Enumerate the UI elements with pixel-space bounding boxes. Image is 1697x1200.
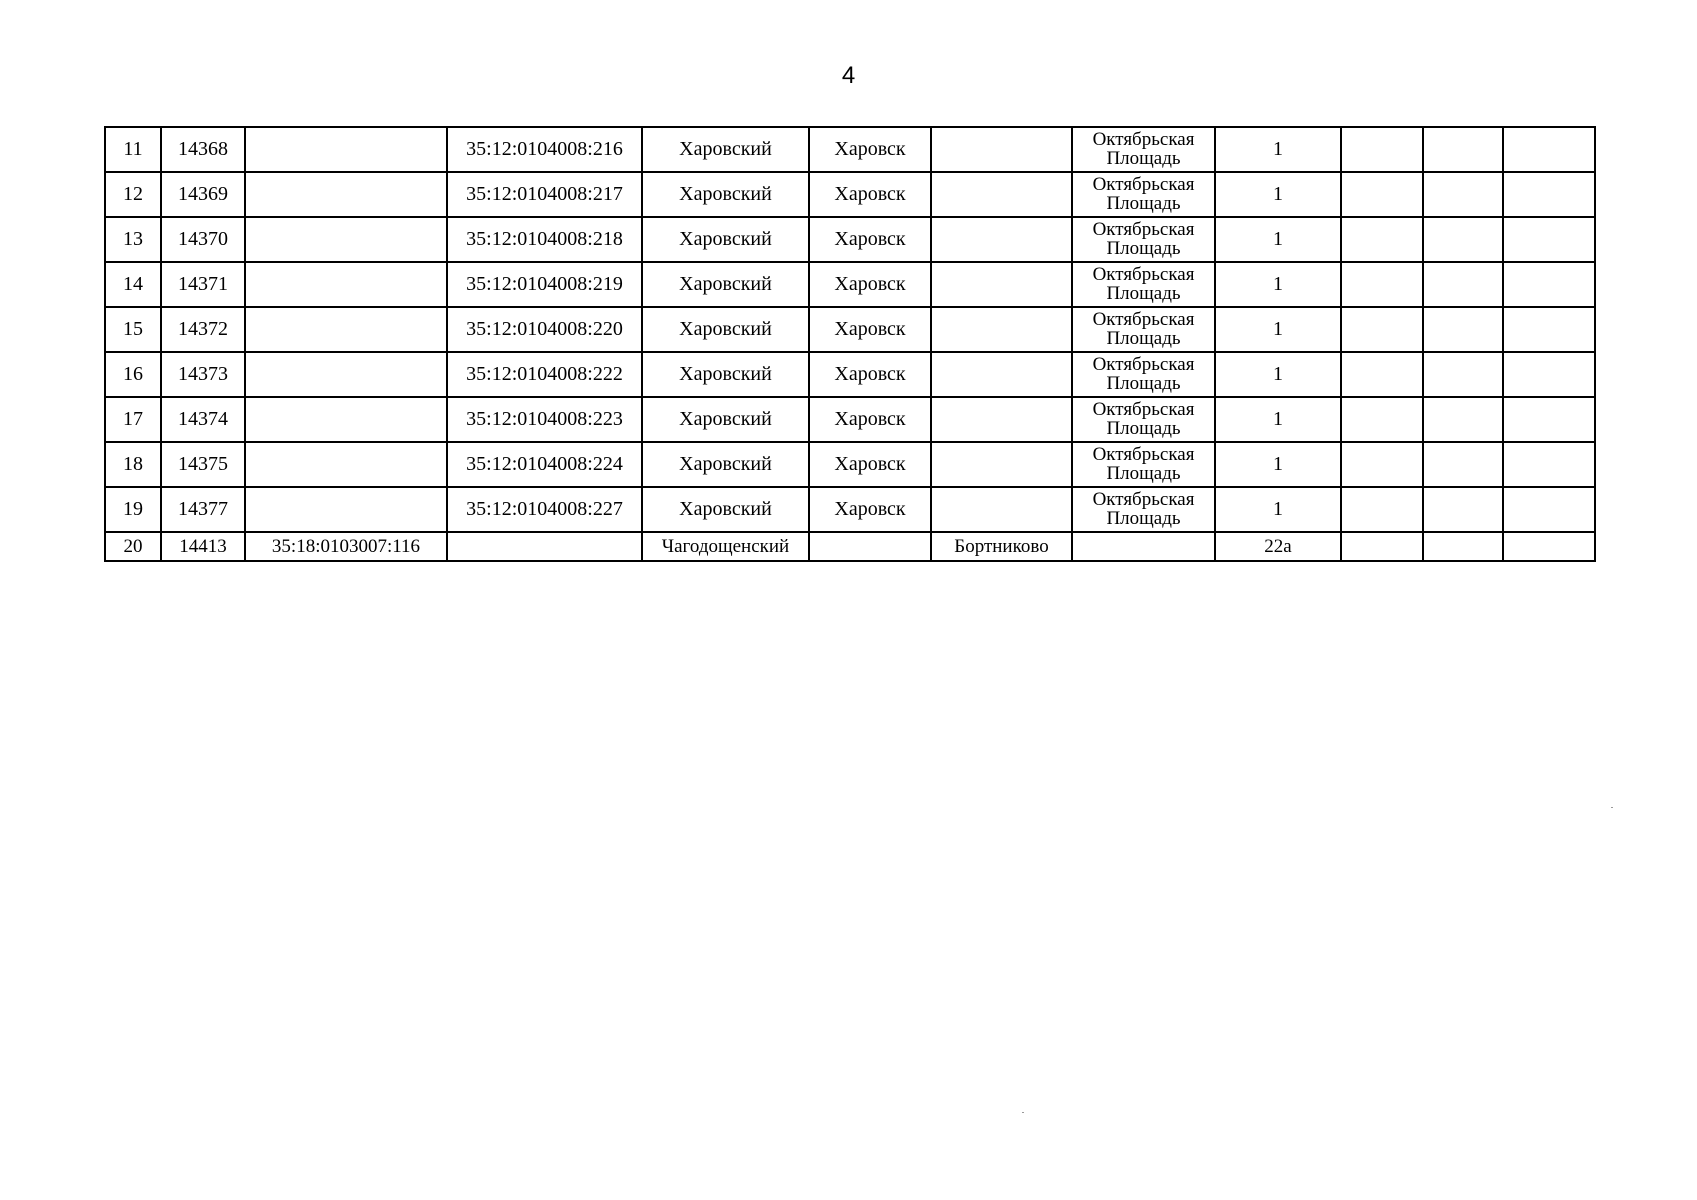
cell-empty-10 [1341,532,1423,561]
street-line: Площадь [1106,462,1181,484]
street-line: Октябрьская [1092,488,1195,510]
cell-house: 1 [1215,397,1341,442]
cell-number: 20 [105,532,161,561]
cell-number: 18 [105,442,161,487]
cell-empty-11 [1423,127,1503,172]
cell-city: Харовск [809,217,931,262]
street-line: Площадь [1106,372,1181,394]
cell-code: 14377 [161,487,245,532]
cell-locality [931,487,1072,532]
cell-number: 16 [105,352,161,397]
cell-empty-10 [1341,442,1423,487]
cell-empty-11 [1423,262,1503,307]
cell-locality [931,307,1072,352]
cell-code: 14375 [161,442,245,487]
table-row [105,532,1595,561]
cell-district: Харовский [642,442,809,487]
cell-empty-11 [1423,352,1503,397]
cell-cadastral-a: 35:18:0103007:116 [245,532,447,561]
cell-empty-12 [1503,307,1595,352]
cell-district: Харовский [642,487,809,532]
street-line: Октябрьская [1092,173,1195,195]
cell-code: 14371 [161,262,245,307]
cell-cadastral-a [245,397,447,442]
cell-empty-11 [1423,307,1503,352]
cell-district: Чагодощенский [642,532,809,561]
cell-street [1072,352,1215,397]
street-line: Площадь [1106,282,1181,304]
cell-number: 14 [105,262,161,307]
cell-cadastral-b: 35:12:0104008:220 [447,307,642,352]
cell-cadastral-a [245,172,447,217]
cell-district: Харовский [642,307,809,352]
cell-empty-12 [1503,487,1595,532]
table-row [105,352,1595,397]
cell-street [1072,127,1215,172]
street-line: Октябрьская [1092,263,1195,285]
cell-cadastral-b: 35:12:0104008:222 [447,352,642,397]
table-row [105,217,1595,262]
table-row [105,172,1595,217]
cell-city: Харовск [809,307,931,352]
cell-code: 14374 [161,397,245,442]
cell-cadastral-a [245,442,447,487]
cell-cadastral-b: 35:12:0104008:227 [447,487,642,532]
table-row [105,307,1595,352]
registry-table [104,126,1596,562]
table-row [105,397,1595,442]
cell-district: Харовский [642,397,809,442]
cell-cadastral-b: 35:12:0104008:216 [447,127,642,172]
cell-locality [931,127,1072,172]
cell-empty-11 [1423,487,1503,532]
cell-number: 17 [105,397,161,442]
cell-locality: Бортниково [931,532,1072,561]
cell-locality [931,217,1072,262]
cell-empty-11 [1423,442,1503,487]
street-line: Октябрьская [1092,353,1195,375]
table-row [105,127,1595,172]
cell-street [1072,307,1215,352]
cell-empty-10 [1341,397,1423,442]
cell-code: 14368 [161,127,245,172]
cell-number: 11 [105,127,161,172]
street-line: Площадь [1106,417,1181,439]
cell-district: Харовский [642,127,809,172]
cell-code: 14370 [161,217,245,262]
cell-cadastral-b: 35:12:0104008:219 [447,262,642,307]
street-line: Октябрьская [1092,128,1195,150]
cell-locality [931,442,1072,487]
street-line: Площадь [1106,507,1181,529]
cell-cadastral-b: 35:12:0104008:217 [447,172,642,217]
page-number: 4 [841,62,856,89]
table-body [105,127,1595,561]
scan-speck [1022,1112,1024,1113]
cell-locality [931,352,1072,397]
cell-city: Харовск [809,352,931,397]
table-row [105,262,1595,307]
cell-city: Харовск [809,487,931,532]
cell-empty-10 [1341,127,1423,172]
cell-empty-10 [1341,487,1423,532]
cell-district: Харовский [642,217,809,262]
cell-empty-11 [1423,532,1503,561]
street-line: Площадь [1106,327,1181,349]
cell-city: Харовск [809,442,931,487]
cell-locality [931,397,1072,442]
cell-city: Харовск [809,172,931,217]
street-line: Октябрьская [1092,308,1195,330]
cell-empty-10 [1341,307,1423,352]
cell-empty-11 [1423,217,1503,262]
cell-street [1072,532,1215,561]
cell-cadastral-a [245,352,447,397]
cell-street [1072,442,1215,487]
cell-code: 14373 [161,352,245,397]
cell-empty-10 [1341,262,1423,307]
cell-empty-12 [1503,262,1595,307]
cell-empty-12 [1503,532,1595,561]
cell-street [1072,487,1215,532]
table-row [105,442,1595,487]
cell-cadastral-b [447,532,642,561]
cell-cadastral-b: 35:12:0104008:218 [447,217,642,262]
street-line: Октябрьская [1092,398,1195,420]
cell-house: 1 [1215,442,1341,487]
street-line: Площадь [1106,237,1181,259]
cell-house: 1 [1215,217,1341,262]
street-line: Площадь [1106,192,1181,214]
cell-empty-12 [1503,397,1595,442]
street-line: Октябрьская [1092,443,1195,465]
street-line: Площадь [1106,147,1181,169]
cell-street [1072,217,1215,262]
cell-cadastral-b: 35:12:0104008:223 [447,397,642,442]
cell-code: 14369 [161,172,245,217]
cell-cadastral-a [245,307,447,352]
cell-city: Харовск [809,127,931,172]
cell-empty-12 [1503,217,1595,262]
cell-code: 14413 [161,532,245,561]
cell-house: 1 [1215,172,1341,217]
cell-city: Харовск [809,397,931,442]
cell-house: 1 [1215,352,1341,397]
cell-empty-12 [1503,172,1595,217]
cell-locality [931,172,1072,217]
cell-locality [931,262,1072,307]
cell-empty-12 [1503,127,1595,172]
table-row [105,487,1595,532]
cell-house: 1 [1215,262,1341,307]
cell-code: 14372 [161,307,245,352]
cell-empty-12 [1503,352,1595,397]
cell-number: 19 [105,487,161,532]
cell-empty-11 [1423,172,1503,217]
cell-empty-12 [1503,442,1595,487]
cell-cadastral-a [245,262,447,307]
cell-number: 12 [105,172,161,217]
cell-empty-10 [1341,217,1423,262]
cell-street [1072,262,1215,307]
cell-district: Харовский [642,172,809,217]
cell-empty-10 [1341,172,1423,217]
scan-speck [1611,807,1613,808]
cell-house: 1 [1215,127,1341,172]
cell-cadastral-a [245,487,447,532]
cell-city: Харовск [809,262,931,307]
cell-number: 13 [105,217,161,262]
cell-empty-11 [1423,397,1503,442]
cell-city [809,532,931,561]
street-line: Октябрьская [1092,218,1195,240]
cell-street [1072,397,1215,442]
cell-cadastral-b: 35:12:0104008:224 [447,442,642,487]
cell-house: 1 [1215,307,1341,352]
cell-house: 1 [1215,487,1341,532]
cell-cadastral-a [245,217,447,262]
cell-house: 22а [1215,532,1341,561]
cell-number: 15 [105,307,161,352]
cell-street [1072,172,1215,217]
cell-cadastral-a [245,127,447,172]
cell-district: Харовский [642,262,809,307]
cell-empty-10 [1341,352,1423,397]
cell-district: Харовский [642,352,809,397]
